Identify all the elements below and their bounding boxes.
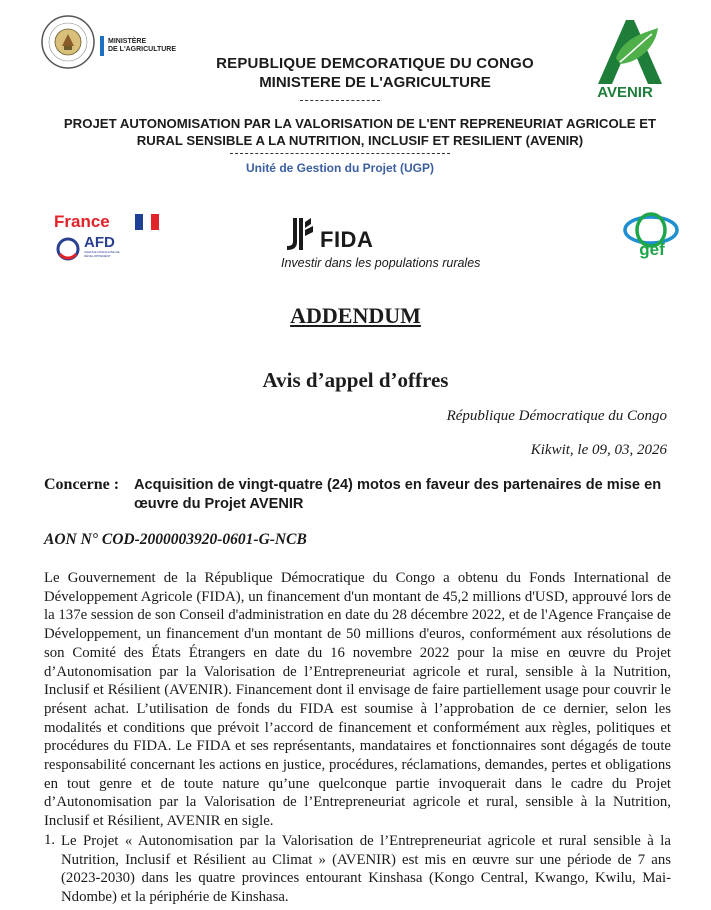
fida-tagline: Investir dans les populations rurales [281, 256, 481, 270]
separator-dashes [300, 100, 380, 101]
body-paragraph: Le Gouvernement de la République Démocratique du Congo a obtenu du Fonds International de Développement Agricole (FIDA), un financement d'un montant de 45,2 millions d'USD, approuvé lors de la 137e session de son Conseil d'administration en date du 28 décembre 2022, et de l'Agence Française de Développement, un financement d'un montant de 50 millions d'euros, conformément aux résolutions de son Comité des États Étrangers en date du 16 novembre 2022 pour la mise en œuvre du Projet d’Autonomisation par la Valorisation de l’Entrepreneuriat agricole et rural, sensible à la Nutrition, Inclusif et Résilient (AVENIR). Financement dont il envisage de faire partiellement usage pour couvrir le présent achat. L’utilisation de fonds du FIDA est soumise à l’approbation de ce dernier, selon les modalités et conditions que prévoit l’accord de financement et conformément aux règles, politiques et procédures du FIDA. Le FIDA et ses représentants, mandataires et fonctionnaires sont dégagés de toute responsabilité concernant les actions en justice, procédures, réclamations, demandes, pertes et obligations en tout genre et de toute nature qu’une quelconque partie invoquerait dans le cadre du Projet d’Autonomisation par la Valorisation de l’Entrepreneuriat agricole et rural, sensible à la Nutrition, Inclusif et Résilient, AVENIR en sigle. [44, 570, 671, 830]
ministry-seal-logo [40, 14, 96, 70]
fida-logo-icon [283, 214, 323, 254]
document-title: ADDENDUM [290, 303, 421, 328]
avenir-logo-text: AVENIR [597, 84, 653, 101]
gef-logo-text: gef [639, 240, 665, 259]
france-flag-icon [135, 214, 159, 230]
ministry-heading: MINISTERE DE L'AGRICULTURE [259, 74, 491, 91]
concerne-text: Acquisition de vingt-quatre (24) motos en faveur des partenaires de mise en œuvre du Projet AVENIR [134, 477, 662, 512]
afd-logo-subtext: AGENCE FRANÇAISE DE DÉVELOPPEMENT [84, 250, 120, 258]
aon-reference: AON N° COD-2000003920-0601-G-NCB [44, 531, 307, 548]
list-item-text: Le Projet « Autonomisation par la Valorisation de l’Entrepreneuriat agricole et rural sensible à la Nutrition, Inclusif et Résilient au Climat » (AVENIR) est mis en œuvre sur une période de 7 ans (2023-2030) dans les quatre provinces entourant Kinshasa (Kongo Central, Kwango, Kwilu, Mai-Ndombe) et la périphérie de Kinshasa. [61, 833, 671, 906]
project-title-line2: RURAL SENSIBLE A LA NUTRITION, INCLUSIF ET RESILIENT (AVENIR) [136, 133, 584, 148]
ministry-tag: MINISTÈRE DE L'AGRICULTURE [108, 38, 177, 53]
unit-subtitle: Unité de Gestion du Projet (UGP) [245, 161, 434, 175]
afd-logo-text: AFD [84, 234, 115, 251]
list-item-number: 1. [44, 832, 56, 848]
france-logo-text: France [54, 212, 110, 231]
country-line: République Démocratique du Congo [446, 408, 667, 424]
place-date-line: Kikwit, le 09, 03, 2026 [530, 442, 667, 458]
separator-dashes [230, 153, 450, 154]
document-subtitle: Avis d’appel d’offres [262, 368, 449, 392]
republic-heading: REPUBLIQUE DEMCORATIQUE DU CONGO [216, 55, 534, 72]
fida-logo-text: FIDA [320, 227, 374, 252]
concerne-label: Concerne : [44, 476, 120, 493]
afd-logo-icon [54, 236, 84, 262]
project-title-line1: PROJET AUTONOMISATION PAR LA VALORISATION DE L'ENT REPRENEURIAT AGRICOLE ET [63, 116, 657, 131]
ministry-flag-stripe [100, 36, 104, 56]
